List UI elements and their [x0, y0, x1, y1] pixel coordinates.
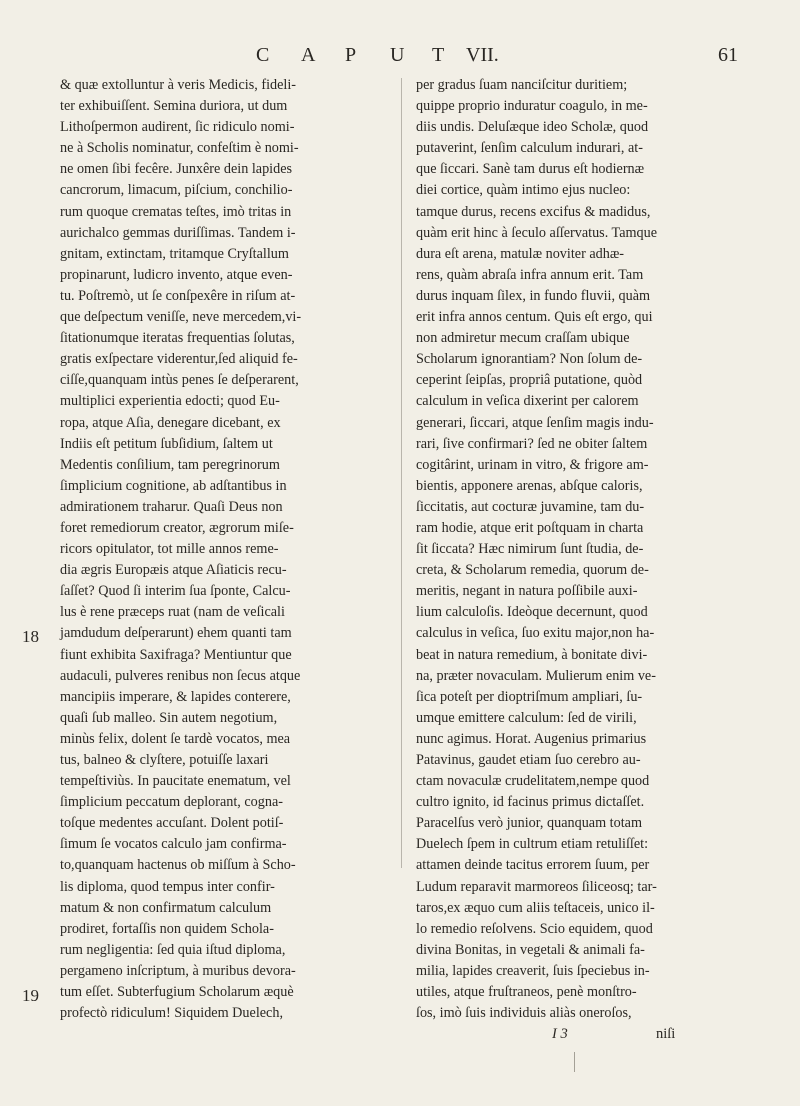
- text-line: durus inquam ſilex, in fundo fluvii, quàm: [416, 287, 651, 304]
- text-line: utiles, atque fruſtraneos, penè monſtro-: [416, 984, 637, 1001]
- text-line: ſos, imò ſuis individuis aliàs oneroſos,: [416, 1005, 632, 1022]
- text-line: to,quanquam hactenus ob miſſum à Scho-: [60, 857, 296, 874]
- text-line: propinarunt, ludicro invento, atque even-: [60, 266, 293, 283]
- text-line: quaſi ſub malleo. Sin autem negotium,: [60, 709, 278, 726]
- text-line: tempeſtiviùs. In paucitate enematum, vel: [60, 773, 291, 790]
- text-line: que ſiccari. Sanè tam durus eſt hodiernæ: [416, 161, 645, 178]
- left-text-column: [60, 75, 390, 1024]
- text-line: diei cortice, quàm intimo ejus nucleo:: [416, 182, 631, 199]
- text-line: taros,ex æquo cum aliis teſtaceis, unico il-: [416, 899, 655, 916]
- text-line: cultro ignito, id facinus primus dictaſſet.: [416, 794, 645, 811]
- text-line: ſaſſet? Quod ſi interim ſua ſponte, Calcu-: [60, 583, 291, 600]
- text-line: tum eſſet. Subterfugium Scholarum æquè: [60, 984, 294, 1001]
- text-line: profectò ridiculum! Siquidem Duelech,: [60, 1005, 283, 1022]
- text-line: tus, balneo & clyſtere, potuiſſe laxari: [60, 752, 269, 768]
- text-line: ſica poteſt per dioptriſmum ampliari, ſu-: [416, 688, 643, 705]
- text-line: lo remedio reſolvens. Scio equidem, quod: [416, 920, 653, 937]
- text-line: putaverint, ſenſim calculum indurari, at-: [416, 140, 643, 157]
- chapter-number: VII.: [466, 44, 499, 66]
- text-line: tamque durus, recens excifus & madidus,: [416, 203, 651, 220]
- text-line: Lithoſpermon audirent, ſic ridiculo nomi-: [60, 119, 295, 136]
- text-line: ricors opitulator, tot mille annos reme-: [60, 541, 279, 558]
- text-line: minùs felix, dolent ſe tardè vocatos, mea: [60, 730, 291, 747]
- text-line: ne omen ſibi fecêre. Junxêre dein lapides: [60, 161, 293, 178]
- text-line: meritis, negant in natura poſſibile auxi-: [416, 583, 638, 600]
- print-mark: [574, 1052, 575, 1072]
- caput-letter: U: [390, 44, 405, 66]
- text-line: beat in natura remedium, à bonitate divi-: [416, 646, 648, 663]
- text-line: rum negligentia: ſed quia iſtud diploma,: [60, 941, 286, 958]
- text-line: Medentis conſilium, tam peregrinorum: [60, 456, 280, 473]
- text-line: ter exhibuiſſent. Semina duriora, ut dum: [60, 98, 288, 115]
- text-line: Scholarum ignorantiam? Non ſolum de-: [416, 351, 643, 368]
- text-line: dia ægris Europæis atque Aſiaticis recu-: [60, 562, 287, 579]
- text-line: que deſpectum veniſſe, neve mercedem,vi-: [60, 309, 302, 326]
- text-line: audaculi, pulveres renibus non ſecus atque: [60, 667, 301, 684]
- caput-letter: A: [301, 44, 316, 66]
- text-line: ſit ſiccata? Hæc nimirum ſunt ſtudia, de-: [416, 541, 644, 558]
- text-line: gratis exſpectare viderentur,ſed aliquid fe-: [60, 351, 298, 368]
- margin-line-number: 18: [22, 627, 39, 646]
- text-line: Paracelſus verò junior, quanquam totam: [416, 815, 642, 832]
- text-line: divina Bonitas, in vegetali & animali fa-: [416, 941, 645, 958]
- text-line: ciſſe,quanquam intùs penes ſe deſperarent,: [60, 372, 299, 389]
- text-line: generari, ſiccari, atque ſenſim magis indu-: [416, 414, 654, 431]
- text-line: pergameno inſcriptum, à muribus devora-: [60, 962, 296, 979]
- text-line: ram hodie, atque erit poſtquam in charta: [416, 519, 644, 536]
- text-line: quàm erit hinc à ſeculo aſſervatus. Tamque: [416, 224, 658, 241]
- running-head: [0, 44, 800, 76]
- text-line: rens, quàm abraſa infra annum erit. Tam: [416, 266, 644, 283]
- text-line: ſiccitatis, aut cocturæ juvamine, tam du-: [416, 498, 645, 515]
- text-line: rum quoque crematas teſtes, imò tritas in: [60, 203, 292, 220]
- text-line: non admiretur mecum craſſam ubique: [416, 330, 630, 347]
- text-line: & quæ extolluntur à veris Medicis, fideli-: [60, 77, 297, 93]
- text-line: ropa, atque Aſia, denegare dicebant, ex: [60, 414, 281, 431]
- text-line: admirationem traharur. Quaſi Deus non: [60, 498, 283, 515]
- text-line: calculus in veſica, ſuo exitu major,non ha-: [416, 625, 655, 642]
- text-line: erit infra annos centum. Quis eſt ergo, qui: [416, 309, 653, 326]
- text-line: attamen deinde tacitus errorem ſuum, per: [416, 857, 650, 874]
- text-line: calculum in veſica dixerint per calorem: [416, 393, 639, 410]
- catchword: niſi: [656, 1026, 676, 1042]
- text-line: mancipiis imperare, & lapides conterere,: [60, 688, 291, 705]
- caput-letter: C: [256, 44, 270, 66]
- text-line: ſimplicium peccatum deplorant, cogna-: [60, 794, 283, 811]
- page-number: 61: [718, 44, 738, 66]
- text-line: cogitârint, urinam in vitro, & frigore am-: [416, 456, 649, 473]
- column-divider: [401, 78, 402, 868]
- text-line: gnitam, extinctam, tritamque Cryſtallum: [60, 245, 289, 262]
- text-line: foret remediorum creator, ægrorum miſe-: [60, 519, 294, 536]
- text-line: dura eſt arena, matulæ noviter adhæ-: [416, 245, 625, 262]
- text-line: fiunt exhibita Saxifraga? Mentiuntur que: [60, 646, 292, 663]
- text-line: cancrorum, limacum, piſcium, conchilio-: [60, 182, 293, 199]
- text-line: multiplici experientia edocti; quod Eu-: [60, 393, 280, 410]
- text-line: bientis, apponere arenas, abſque caloris,: [416, 477, 643, 494]
- right-text-column: [416, 75, 751, 1024]
- text-line: quippe proprio induratur coagulo, in me-: [416, 98, 648, 115]
- text-line: lus è rene præceps ruat (nam de veſicali: [60, 604, 285, 621]
- text-line: aurichalco gemmas duriſſimas. Tandem i-: [60, 224, 296, 241]
- text-line: matum & non confirmatum calculum: [60, 899, 272, 916]
- text-line: Indiis eſt petitum ſubſidium, ſaltem ut: [60, 435, 273, 452]
- caput-letter: T: [432, 44, 445, 66]
- text-line: Patavinus, gaudet etiam ſuo cerebro au-: [416, 752, 641, 768]
- text-line: ſitationumque iteratas frequentias ſolutas,: [60, 330, 295, 347]
- text-line: rari, ſive confirmari? ſed ne obiter ſaltem: [416, 435, 648, 452]
- text-line: per gradus ſuam nanciſcitur duritiem;: [416, 77, 628, 93]
- text-line: lis diploma, quod tempus inter confir-: [60, 878, 275, 895]
- text-line: tu. Poſtremò, ut ſe conſpexêre in riſum at-: [60, 287, 296, 304]
- text-line: prodiret, fortaſſis non quidem Schola-: [60, 920, 274, 937]
- text-line: creta, & Scholarum remedia, quorum de-: [416, 562, 649, 579]
- signature-mark: I 3: [552, 1026, 568, 1042]
- margin-line-number: 19: [22, 986, 39, 1005]
- text-line: ctam novaculæ crudelitatem,nempe quod: [416, 773, 650, 790]
- text-line: diis undis. Deluſæque ideo Scholæ, quod: [416, 119, 649, 136]
- text-line: na, præter novaculam. Mulierum enim ve-: [416, 667, 656, 684]
- text-line: milia, lapides creaverit, ſuis ſpeciebus in-: [416, 962, 650, 979]
- text-line: nunc agimus. Horat. Augenius primarius: [416, 730, 647, 747]
- text-line: jamdudum deſperarunt) ehem quanti tam: [60, 625, 292, 642]
- text-line: Ludum reparavit marmoreos ſiliceosq; tar-: [416, 878, 657, 895]
- text-line: ne à Scholis nominatur, confeſtim è nomi-: [60, 140, 299, 157]
- text-line: lium calculoſis. Ideòque decernunt, quod: [416, 604, 648, 621]
- caput-letter: P: [345, 44, 357, 66]
- text-line: Duelech ſpem in cultrum etiam retuliſſet:: [416, 836, 649, 853]
- text-line: toſque medentes accuſant. Dolent potiſ-: [60, 815, 284, 832]
- text-line: ſimplicium cognitione, ab adſtantibus in: [60, 477, 287, 494]
- text-line: umque emittere calculum: ſed de virili,: [416, 709, 637, 726]
- text-line: ſimum ſe vocatos calculo jam confirma-: [60, 836, 287, 853]
- text-line: ceperint ſeipſas, propriâ putatione, quòd: [416, 372, 643, 389]
